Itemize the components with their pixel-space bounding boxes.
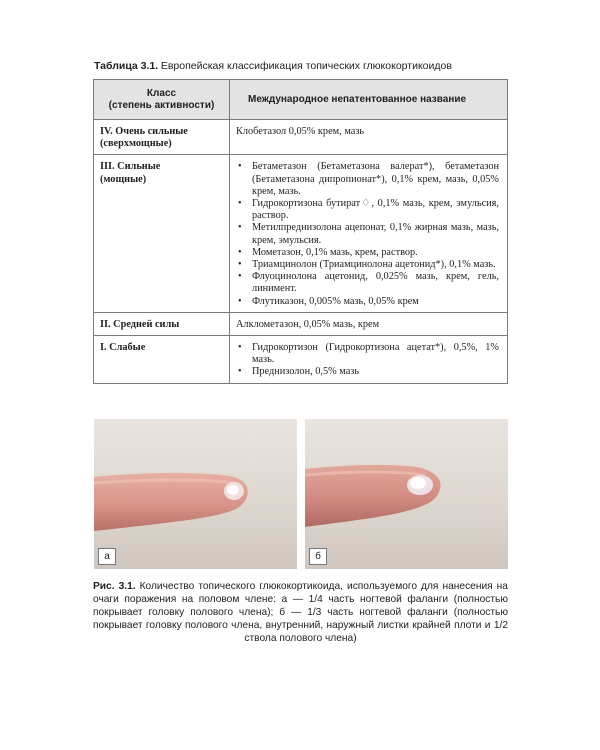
class-label: III. Сильные xyxy=(100,161,161,173)
figure-caption-lead: Рис. 3.1. xyxy=(93,581,136,592)
class-sublabel: (мощные) xyxy=(100,173,147,185)
header-class-line2: (степень активности) xyxy=(108,99,215,111)
table-caption-text: Европейская классификация топических глюкокортикоидов xyxy=(160,60,452,72)
row-value xyxy=(230,336,508,384)
list-item: • Метилпреднизолона ацепонат, 0,1% жирная мазь, мазь, крем, эмульсия. xyxy=(246,222,499,246)
row-value xyxy=(230,155,508,312)
row-value: Алклометазон, 0,05% мазь, крем xyxy=(230,312,508,335)
list-item: • Флутиказон, 0,005% мазь, 0,05% крем xyxy=(246,296,499,308)
class-label: IV. Очень сильные xyxy=(100,126,188,137)
classification-table xyxy=(93,79,508,384)
list-item: • Мометазон, 0,1% мазь, крем, раствор. xyxy=(246,247,499,259)
table-row xyxy=(94,312,508,335)
row-class: II. Средней силы xyxy=(94,312,230,335)
table-row xyxy=(94,155,508,312)
photo-label-b: б xyxy=(309,548,327,565)
list-item: • Гидрокортизон (Гидрокортизона ацетат*), 0,5%, 1% мазь. xyxy=(246,342,499,366)
agent-list xyxy=(236,342,499,379)
header-name: Международное непатентованное название xyxy=(230,80,508,120)
table-caption xyxy=(94,60,514,72)
class-sublabel: (сверхмощные) xyxy=(100,138,172,150)
figure-caption xyxy=(93,580,508,645)
row-class xyxy=(94,155,230,312)
list-item: • Флуоцинолона ацетонид, 0,025% мазь, крем, гель, линимент. xyxy=(246,271,499,295)
photo-b xyxy=(305,419,508,569)
table-caption-lead: Таблица 3.1. xyxy=(94,60,159,72)
finger-illustration-a xyxy=(94,419,297,569)
header-class-line1: Класс xyxy=(146,87,177,99)
list-item: • Бетаметазон (Бетаметазона валерат*), бетаметазон (Бетаметазона дипропионат*), 0,1% крем, мазь, 0,05% крем, мазь. xyxy=(246,161,499,198)
photo-a xyxy=(94,419,297,569)
figure-caption-text: Количество топического глюкокортикоида, используемого для нанесения на очаги поражения на половом члене: а — 1/4 часть ногтевой фаланги (полностью покрывает головку полового члена); б — 1/3 часть ногтевой фаланги (полностью покрывает головку полового члена, внутренний, наружный листки крайней плоти и 1/2 ствола полового члена) xyxy=(93,581,508,644)
list-item: • Триамцинолон (Триамцинолона ацетонид*), 0,1% мазь. xyxy=(246,259,499,271)
table-header-row xyxy=(94,80,508,120)
row-value: Клобетазол 0,05% крем, мазь xyxy=(230,120,508,155)
list-item: • Преднизолон, 0,5% мазь xyxy=(246,366,499,378)
list-item: • Гидрокортизона бутират♢, 0,1% мазь, крем, эмульсия, раствор. xyxy=(246,198,499,222)
photo-label-a: а xyxy=(98,548,116,565)
header-class xyxy=(94,80,230,120)
row-class: I. Слабые xyxy=(94,336,230,384)
table-row xyxy=(94,336,508,384)
finger-illustration-b xyxy=(305,419,508,569)
agent-list xyxy=(236,161,499,307)
row-class xyxy=(94,120,230,155)
table-row xyxy=(94,120,508,155)
